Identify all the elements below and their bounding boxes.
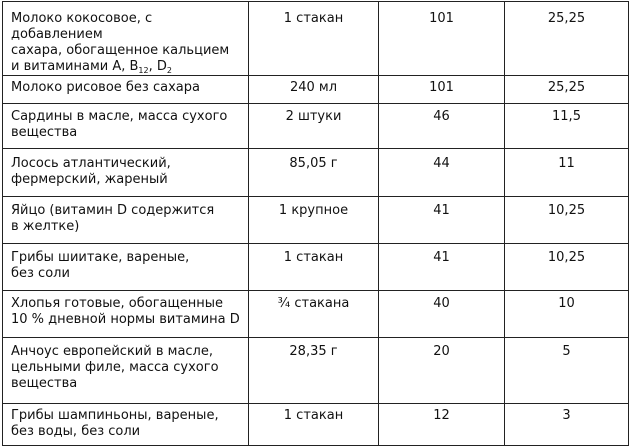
food-text: и витаминами А, В [11, 59, 139, 74]
food-cell [3, 404, 249, 446]
iu-cell: 44 [379, 149, 505, 197]
iu-cell: 101 [379, 76, 505, 104]
portion-cell: 1 крупное [249, 197, 379, 244]
subscript: 12 [138, 66, 149, 75]
food-cell [3, 197, 249, 244]
food-text: Молоко рисовое без сахара [11, 80, 200, 95]
table-row [3, 149, 629, 197]
table-row [3, 76, 629, 104]
food-text: Молоко кокосовое, с добавлением [11, 11, 153, 42]
percent-cell: 11,5 [505, 104, 629, 149]
food-text: , D [148, 59, 167, 74]
food-cell [3, 291, 249, 338]
portion-cell: 240 мл [249, 76, 379, 104]
food-text: без соли [11, 266, 70, 281]
iu-cell: 46 [379, 104, 505, 149]
food-text: Хлопья готовые, обогащенные [11, 296, 224, 311]
food-text: Сардины в масле, масса сухого [11, 109, 228, 124]
food-text: фермерский, жареный [11, 172, 168, 187]
iu-cell: 101 [379, 2, 505, 76]
food-text: Яйцо (витамин D содержится [11, 203, 215, 218]
portion-cell: 1 стакан [249, 244, 379, 291]
food-text: вещества [11, 376, 78, 391]
table-row [3, 2, 629, 76]
food-text: Грибы шампиньоны, вареные, [11, 408, 219, 423]
food-text: Грибы шиитаке, вареные, [11, 250, 190, 265]
percent-cell: 3 [505, 404, 629, 446]
table-row [3, 104, 629, 149]
iu-cell: 41 [379, 244, 505, 291]
food-text: Лосось атлантический, [11, 156, 171, 171]
percent-cell: 10,25 [505, 244, 629, 291]
table-row [3, 197, 629, 244]
iu-cell: 41 [379, 197, 505, 244]
food-text: 10 % дневной нормы витамина D [11, 312, 240, 327]
food-text: вещества [11, 125, 78, 140]
percent-cell: 25,25 [505, 76, 629, 104]
food-cell [3, 76, 249, 104]
percent-cell: 25,25 [505, 2, 629, 76]
food-cell [3, 149, 249, 197]
iu-cell: 12 [379, 404, 505, 446]
food-text: без воды, без соли [11, 424, 141, 439]
portion-cell: 2 штуки [249, 104, 379, 149]
food-cell [3, 244, 249, 291]
subscript: 2 [166, 66, 172, 75]
portion-cell: ¾ стакана [249, 291, 379, 338]
portion-cell: 1 стакан [249, 404, 379, 446]
percent-cell: 10,25 [505, 197, 629, 244]
percent-cell: 10 [505, 291, 629, 338]
food-cell [3, 104, 249, 149]
portion-cell: 28,35 г [249, 338, 379, 404]
table-row [3, 291, 629, 338]
table-row [3, 404, 629, 446]
vitamin-d-table [2, 1, 629, 446]
table-row [3, 244, 629, 291]
iu-cell: 20 [379, 338, 505, 404]
food-cell [3, 338, 249, 404]
portion-cell: 85,05 г [249, 149, 379, 197]
food-text: сахара, обогащенное кальцием [11, 43, 230, 58]
food-text: цельными филе, масса сухого [11, 360, 219, 375]
food-cell [3, 2, 249, 76]
food-text: Анчоус европейский в масле, [11, 344, 213, 359]
food-text: в желтке) [11, 219, 80, 234]
portion-cell: 1 стакан [249, 2, 379, 76]
iu-cell: 40 [379, 291, 505, 338]
percent-cell: 5 [505, 338, 629, 404]
table-row [3, 338, 629, 404]
percent-cell: 11 [505, 149, 629, 197]
